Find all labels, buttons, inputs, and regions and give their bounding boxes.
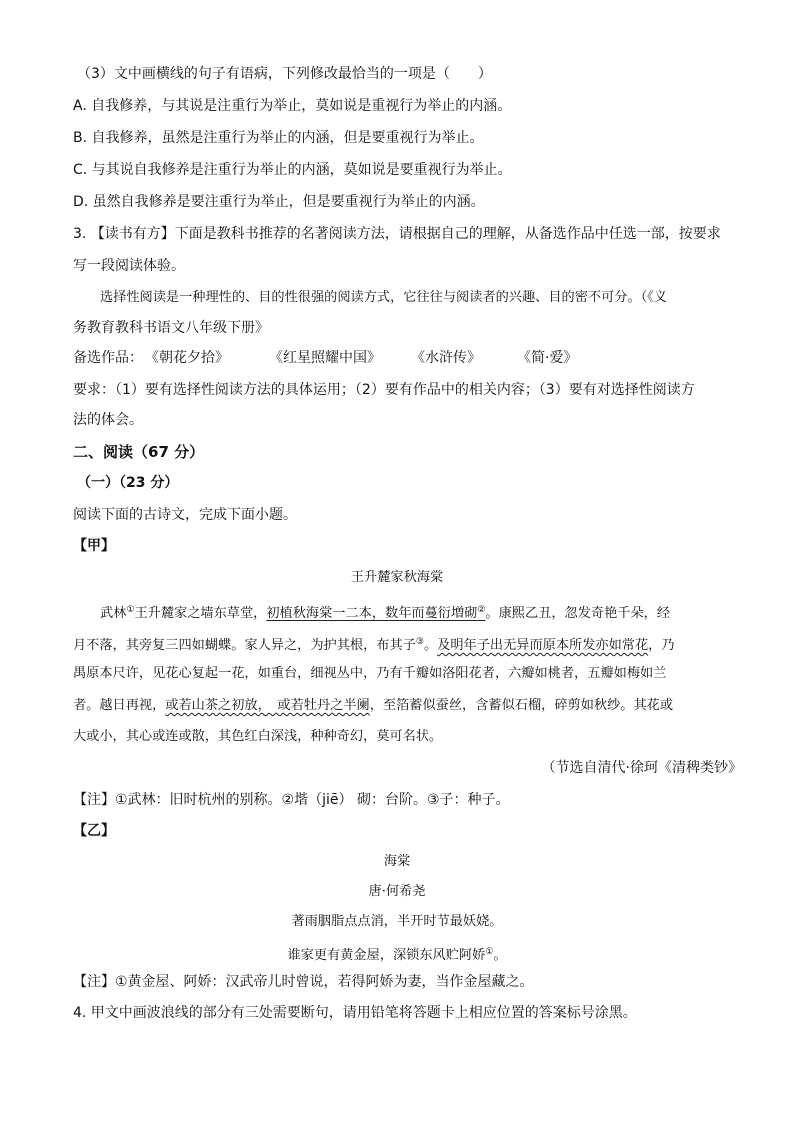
text-segment: 月不落，其旁复三四如蝴蝶。家人异之，为护其根，布其子	[73, 638, 416, 653]
option-c: C. 与其说自我修养是注重行为举止的内涵，莫如说是要重视行为举止。	[73, 162, 512, 178]
footnote-marker: ②	[477, 605, 486, 615]
passage-yi-label: 【乙】	[73, 823, 115, 839]
poem-line-2	[0, 942, 794, 966]
wavy-underlined-sentence: 及明年子出无异而原本所发亦如常花	[437, 638, 649, 653]
passage-jia-line-4	[73, 696, 673, 716]
quote-line-1: 选择性阅读是一种理性的、目的性很强的阅读方式，它往往与阅读者的兴趣、目的密不可分。（《义	[100, 290, 668, 305]
requirements-line-2: 法的体会。	[73, 412, 143, 428]
works-label: 备选作品：	[73, 350, 143, 366]
passage-yi-note: 【注】①黄金屋、阿娇：汉武帝儿时曾说，若得阿娇为妻，当作金屋藏之。	[73, 974, 534, 990]
passage-jia-line-1	[100, 600, 670, 624]
option-d: D. 虽然自我修养是要注重行为举止，但是要重视行为举止的内涵。	[73, 194, 485, 210]
text-segment: 王升麓家之墙东草堂，	[134, 606, 267, 621]
footnote-marker: ①	[126, 605, 135, 615]
text-segment: 。	[493, 948, 507, 963]
work-item: 《朝花夕拾》	[145, 350, 229, 366]
work-item: 《水浒传》	[411, 350, 481, 366]
text-segment: 谁家更有黄金屋，深锁东风贮阿娇	[287, 948, 486, 963]
text-segment: ，乃	[648, 638, 675, 653]
option-b: B. 自我修养，虽然是注重行为举止的内涵，但是要重视行为举止。	[73, 130, 484, 146]
section-title: 二、阅读（67 分）	[73, 443, 205, 461]
requirements-line-1: 要求：（1）要有选择性阅读方法的具体运用；（2）要有作品中的相关内容；（3）要有对选择性阅读方	[73, 382, 695, 398]
footnote-marker: ①	[485, 947, 494, 957]
footnote-marker: ③	[415, 637, 424, 647]
poem-title: 海棠	[383, 854, 411, 869]
passage-jia-line-3: 禺原本尺许，见花心复起一花，如重台，细视丛中，乃有千瓣如洛阳花者，六瓣如桃者，五瓣如梅如兰	[73, 666, 667, 681]
passage-jia-title: 王升麓家秋海棠	[350, 570, 444, 585]
wavy-underlined-phrase: 或若牡丹之半阑	[264, 698, 370, 713]
poem-author: 唐·何希尧	[368, 884, 426, 899]
text-segment: 者。越日再视，	[73, 698, 166, 713]
poem-line-1: 著雨胭脂点点消，半开时节最妖娆。	[291, 914, 503, 929]
part-1-heading: （一）（23 分）	[77, 475, 179, 491]
passage-jia-line-5: 大或小，其心或连或散，其色红白深浅，种种奇幻，莫可名状。	[73, 729, 443, 744]
question-4-stem: 4. 甲文中画波浪线的部分有三处需要断句，请用铅笔将答题卡上相应位置的答案标号涂黑。	[73, 1005, 637, 1021]
text-segment: 。康熙乙丑，忽发奇艳千朵，经	[485, 606, 671, 621]
passage-jia-note: 【注】①武林：旧时杭州的别称。②堦（jiē） 砌：台阶。③子：种子。	[73, 792, 510, 808]
question-2-3-stem: （3）文中画横线的句子有语病，下列修改最恰当的一项是（ ）	[77, 66, 492, 82]
option-a: A. 自我修养，与其说是注重行为举止，莫如说是重视行为举止的内涵。	[73, 98, 512, 114]
reading-instruction: 阅读下面的古诗文，完成下面小题。	[73, 507, 297, 523]
passage-jia-source: （节选自清代·徐珂《清稗类钞》	[541, 760, 742, 776]
quote-line-2: 务教育教科书语文八年级下册》	[73, 320, 269, 336]
candidate-works	[73, 348, 577, 368]
wavy-underlined-phrase: 或若山茶之初放，	[165, 698, 265, 713]
passage-jia-label: 【甲】	[73, 538, 115, 554]
question-3-line-1: 3. 【读书有方】下面是教科书推荐的名著阅读方法，请根据自己的理解，从备选作品中任选一部，按要求	[73, 226, 721, 242]
work-item: 《红星照耀中国》	[269, 350, 381, 366]
passage-jia-line-2	[73, 632, 675, 656]
question-3-line-2: 写一段阅读体验。	[73, 258, 185, 274]
text-segment: ，至箔蓄似蚕丝，含蓄似石榴，碎剪如秋纱。其花或	[369, 698, 674, 713]
text-segment: 武林	[100, 606, 127, 621]
work-item: 《简·爱》	[517, 350, 578, 366]
text-segment: 。	[423, 638, 438, 653]
underlined-sentence: 初植秋海棠一二本，数年而蔓衍増砌②	[266, 605, 486, 621]
